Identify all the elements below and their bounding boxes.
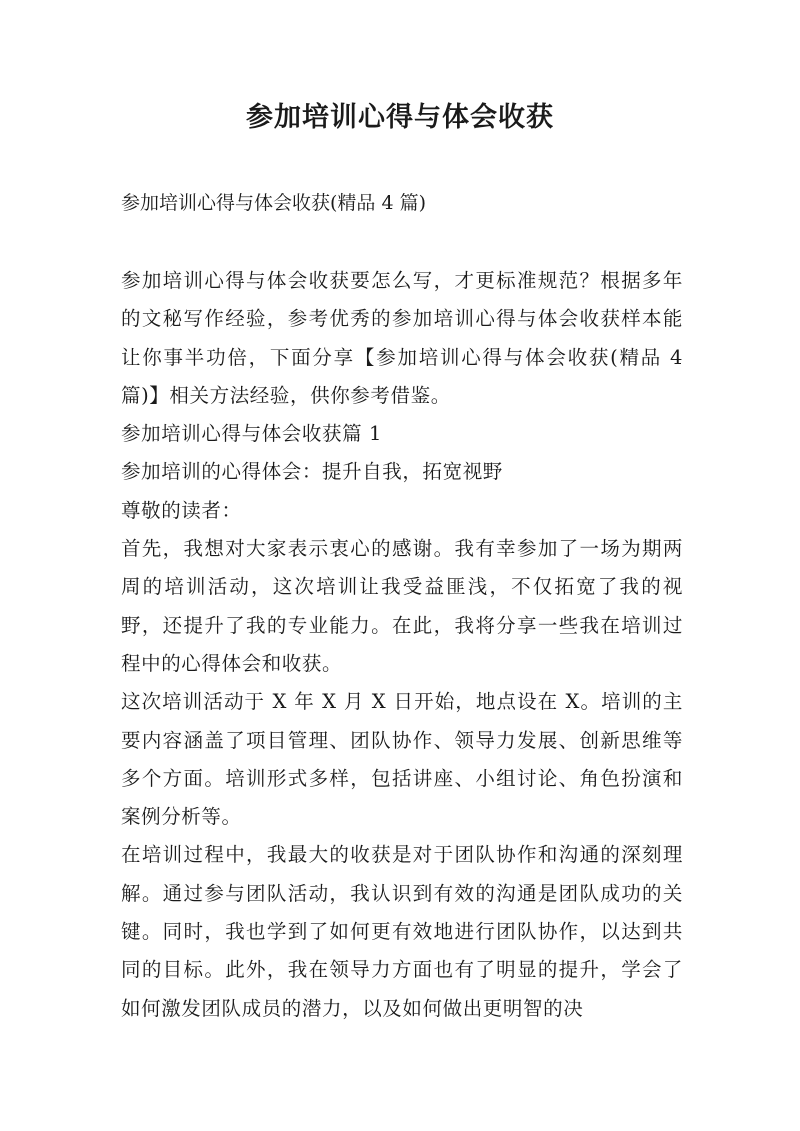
- body-paragraph: 这次培训活动于 X 年 X 月 X 日开始，地点设在 X。培训的主要内容涵盖了项目管理、团队协作、领导力发展、创新思维等多个方面。培训形式多样，包括讲座、小组讨论、角色扮演和案例分析等。: [121, 690, 683, 829]
- intro-paragraph: 参加培训心得与体会收获要怎么写，才更标准规范？根据多年的文秘写作经验，参考优秀的参加培训心得与体会收获样本能让你事半功倍，下面分享【参加培训心得与体会收获(精品 4 篇)】相关方法经验，供你参考借鉴。: [121, 269, 683, 407]
- document-subtitle: 参加培训心得与体会收获(精品 4 篇): [121, 192, 426, 214]
- article-title: 参加培训的心得体会：提升自我，拓宽视野: [121, 460, 503, 484]
- document-title: 参加培训心得与体会收获: [246, 102, 554, 133]
- section-heading: 参加培训心得与体会收获篇 1: [121, 422, 383, 446]
- salutation: 尊敬的读者：: [121, 498, 242, 522]
- body-paragraph: 在培训过程中，我最大的收获是对于团队协作和沟通的深刻理解。通过参与团队活动，我认识到有效的沟通是团队成功的关键。同时，我也学到了如何更有效地进行团队协作，以达到共同的目标。此外，我在领导力方面也有了明显的提升，学会了如何激发团队成员的潜力，以及如何做出更明智的决: [121, 843, 683, 1020]
- document-body: [121, 262, 683, 1028]
- body-paragraph: 首先，我想对大家表示衷心的感谢。我有幸参加了一场为期两周的培训活动，这次培训让我受益匪浅，不仅拓宽了我的视野，还提升了我的专业能力。在此，我将分享一些我在培训过程中的心得体会和收获。: [121, 537, 683, 675]
